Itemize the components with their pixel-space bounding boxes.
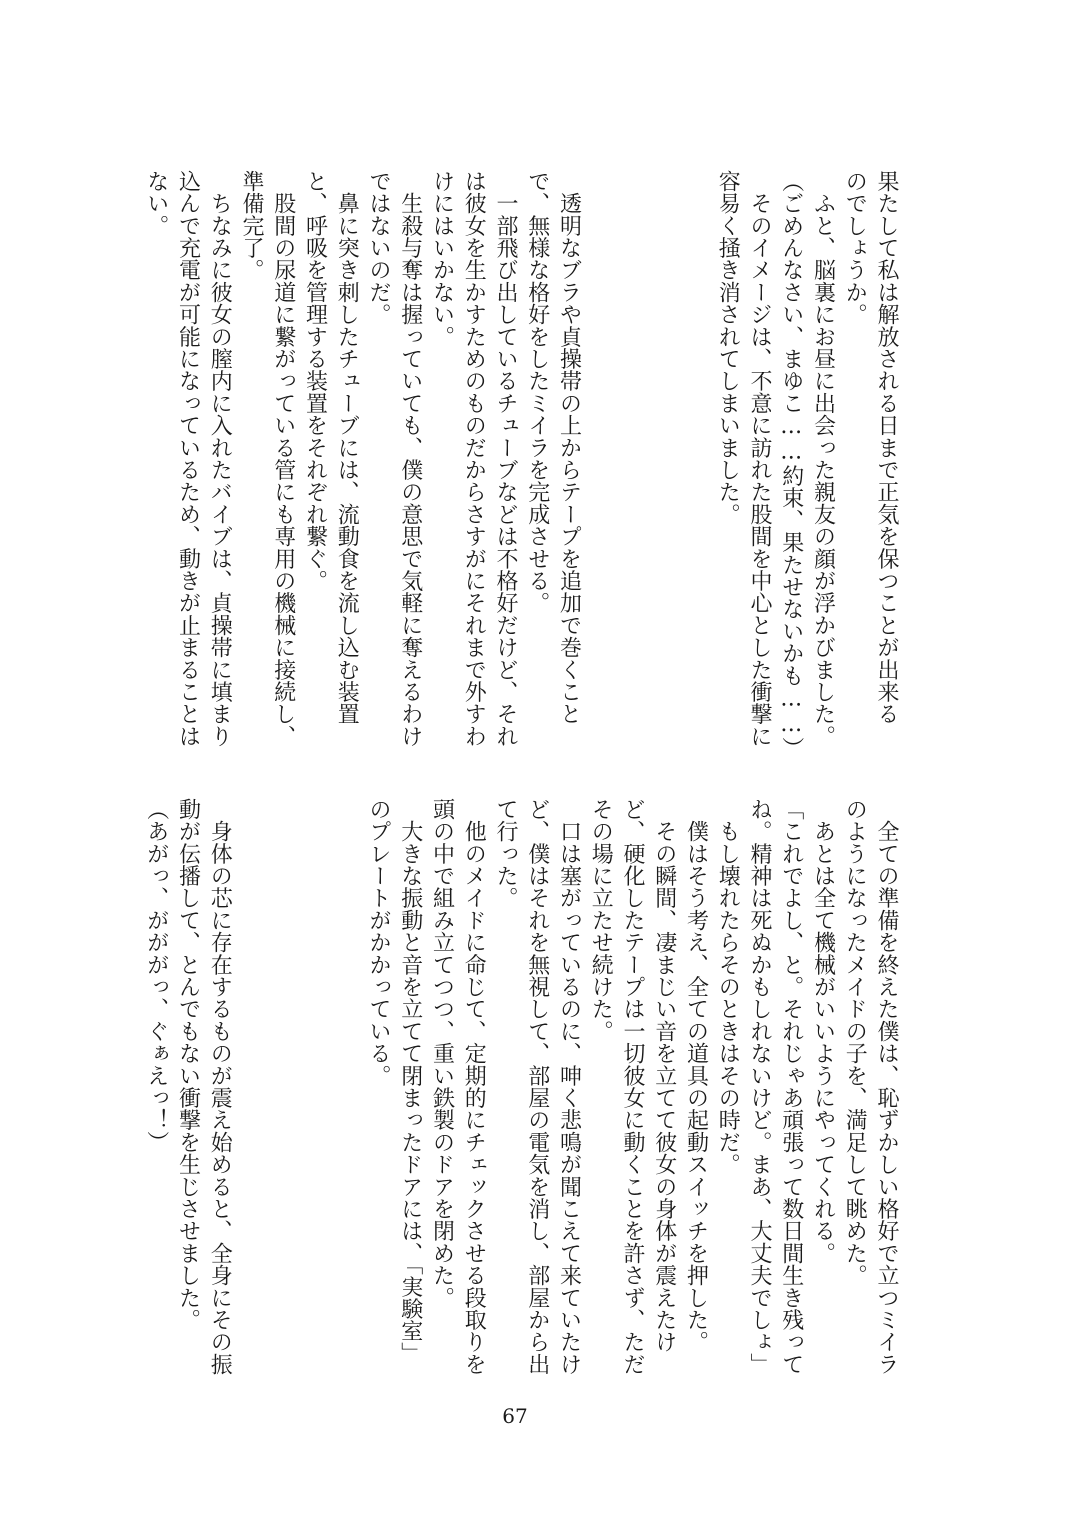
text-column: ど、僕はそれを無視して、部屋の電気を消し、部屋から出 bbox=[524, 798, 550, 1376]
text-column: 準備完了。 bbox=[239, 170, 264, 281]
text-column: 容易く掻き消されてしまいました。 bbox=[715, 170, 741, 526]
text-column: て行った。 bbox=[493, 798, 518, 909]
text-column: 口は塞がっているのに、呻く悲鳴が聞こえて来ていたけ bbox=[556, 798, 582, 1376]
text-column: 頭の中で組み立てつつ、重い鉄製のドアを閉めた。 bbox=[429, 798, 455, 1309]
text-column: 鼻に突き刺したチューブには、流動食を流し込む装置 bbox=[334, 170, 360, 725]
text-column: と、呼吸を管理する装置をそれぞれ繋ぐ。 bbox=[302, 170, 328, 592]
blank-column bbox=[616, 170, 648, 750]
text-column: （あがっ、がががっ、ぐぁえっ！） bbox=[143, 798, 169, 1154]
text-column: 他のメイドに命じて、定期的にチェックさせる段取りを bbox=[461, 798, 487, 1376]
blank-column bbox=[585, 170, 617, 750]
text-column: 動が伝播して、とんでもない衝撃を生じさせました。 bbox=[175, 798, 201, 1331]
blank-column bbox=[331, 798, 363, 1378]
lower-text-block bbox=[140, 798, 902, 1378]
text-column: 全ての準備を終えた僕は、恥ずかしい格好で立つミイラ bbox=[874, 798, 899, 1376]
text-column: 透明なブラや貞操帯の上からテープを追加で巻くこと bbox=[556, 170, 582, 725]
text-column: 身体の芯に存在するものが震え始めると、全身にその振 bbox=[207, 798, 233, 1376]
upper-text-block bbox=[140, 170, 902, 760]
text-column: ふと、脳裏にお昼に出会った親友の顔が浮かびました。 bbox=[810, 170, 836, 748]
text-column: のでしょうか。 bbox=[842, 170, 868, 326]
text-column: 大きな振動と音を立てて閉まったドアには、「実験室」 bbox=[397, 798, 423, 1365]
text-column: で、無様な格好をしたミイラを完成させる。 bbox=[524, 170, 550, 614]
page-number: 67 bbox=[502, 1404, 528, 1428]
text-column: あとは全て機械がいいようにやってくれる。 bbox=[810, 798, 836, 1265]
text-column: その瞬間、凄まじい音を立てて彼女の身体が震えたけ bbox=[651, 798, 677, 1353]
text-column: ない。 bbox=[143, 170, 169, 237]
blank-column bbox=[648, 170, 680, 750]
text-column: 僕はそう考え、全ての道具の起動スイッチを押した。 bbox=[683, 798, 709, 1353]
text-column: 果たして私は解放される日まで正気を保つことが出来る bbox=[874, 170, 899, 725]
text-column: 込んで充電が可能になっているため、動きが止まることは bbox=[175, 170, 201, 748]
text-column: は彼女を生かすためのものだからさすがにそれまで外すわ bbox=[461, 170, 487, 748]
text-column: ちなみに彼女の膣内に入れたバイブは、貞操帯に填まり bbox=[207, 170, 233, 748]
blank-column bbox=[235, 798, 267, 1378]
text-column: そのイメージは、不意に訪れた股間を中心とした衝撃に bbox=[747, 170, 772, 748]
text-column: 「これでよし、と。それじゃあ頑張って数日間生き残って bbox=[778, 798, 804, 1376]
text-column: その場に立たせ続けた。 bbox=[588, 798, 614, 1043]
text-column: のプレートがかかっている。 bbox=[366, 798, 391, 1087]
text-column: もし壊れたらそのときはその時だ。 bbox=[715, 798, 741, 1176]
text-column: 生殺与奪は握っていても、僕の意思で気軽に奪えるわけ bbox=[397, 170, 423, 748]
text-column: 股間の尿道に繋がっている管にも専用の機械に接続し、 bbox=[270, 170, 296, 748]
text-column: ではないのだ。 bbox=[366, 170, 391, 326]
text-column: ど、硬化したテープは一切彼女に動くことを許さず、ただ bbox=[620, 798, 645, 1376]
blank-column bbox=[267, 798, 299, 1378]
text-column: けにはいかない。 bbox=[429, 170, 455, 348]
text-column: 一部飛び出しているチューブなどは不格好だけど、それ bbox=[493, 170, 518, 748]
text-column: （ごめんなさい、まゆこ……約束、果たせないかも……） bbox=[778, 170, 804, 760]
blank-column bbox=[299, 798, 331, 1378]
blank-column bbox=[680, 170, 712, 750]
text-column: のようになったメイドの子を、満足して眺めた。 bbox=[842, 798, 868, 1287]
text-column: ね。精神は死ぬかもしれないけど。まあ、大丈夫でしょ」 bbox=[747, 798, 772, 1376]
